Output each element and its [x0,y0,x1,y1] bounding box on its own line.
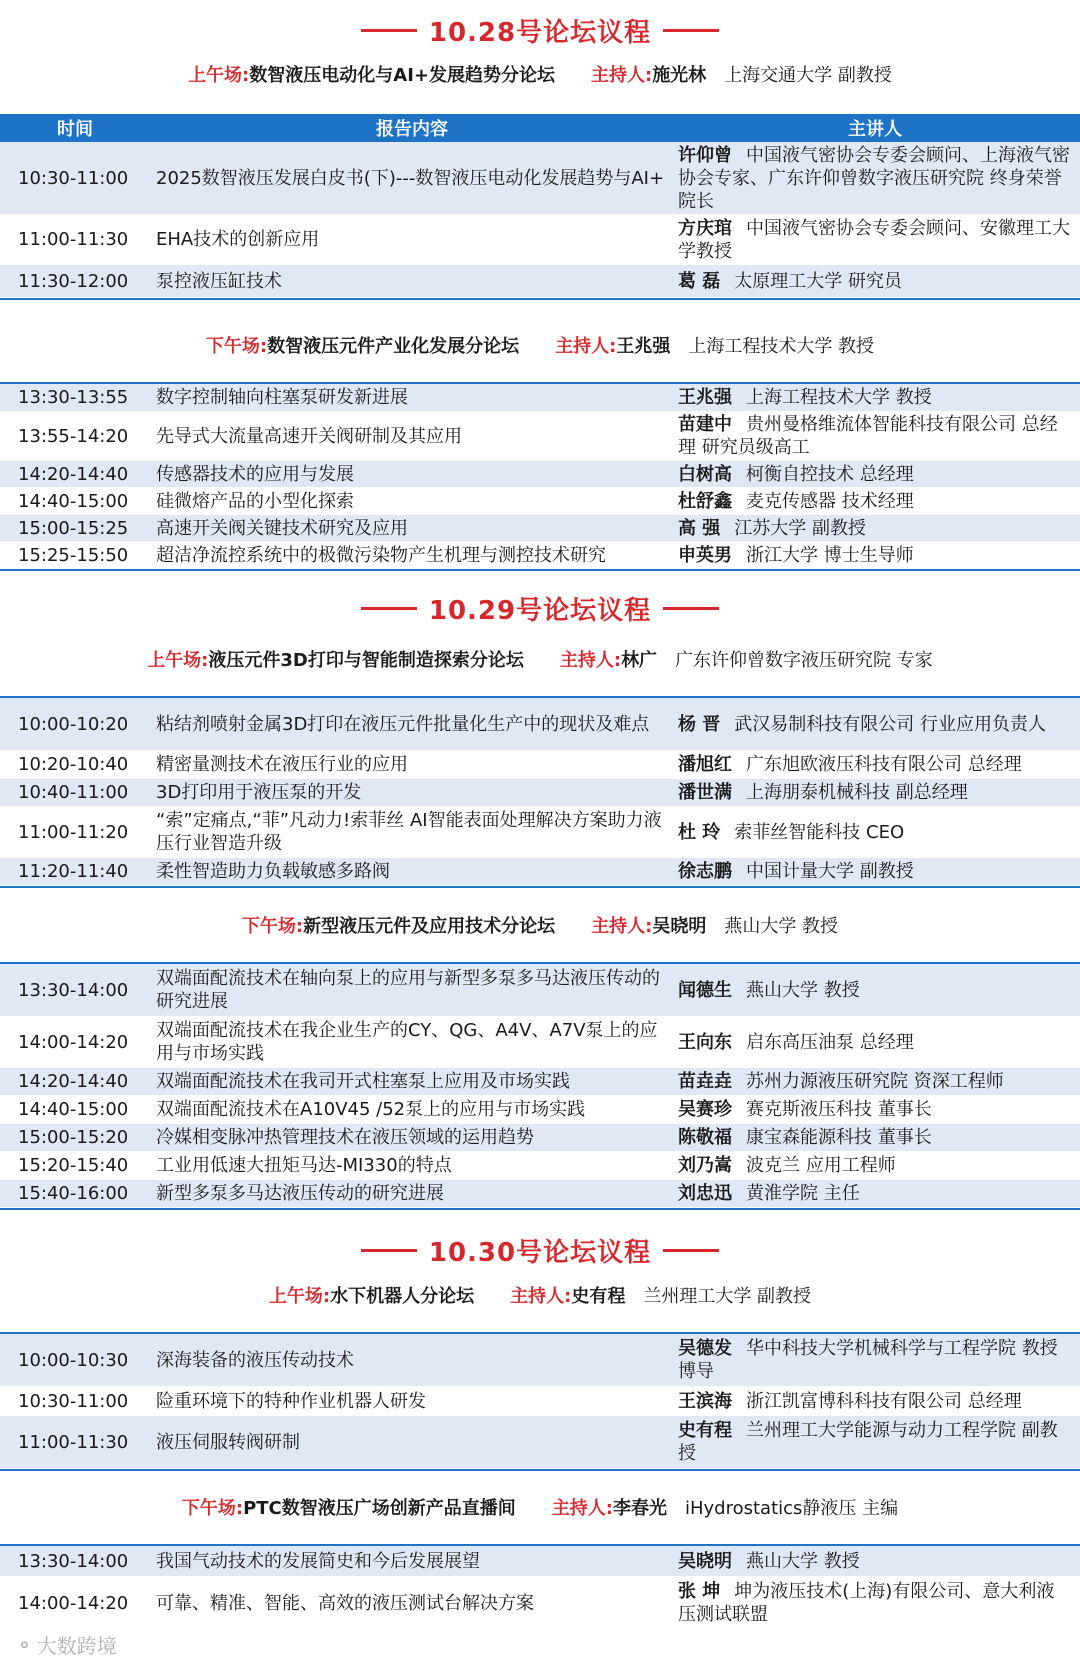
row-time: 15:20-15:40 [18,1155,129,1176]
speaker-name: 吴晓明 [678,1550,732,1572]
row-host [674,1419,1080,1465]
row-time: 11:30-12:00 [18,270,129,292]
session-label: 下午场: [181,1498,244,1519]
row-host [674,1126,1080,1149]
row-host [674,217,1080,263]
speaker-affiliation: 兰州理工大学能源与动力工程学院 副教授 [678,1420,1058,1464]
host-name: 李春光 [612,1498,667,1519]
row-content: EHA技术的创新应用 [156,229,320,250]
row-content: 可靠、精准、智能、高效的液压测试台解决方案 [156,1592,534,1614]
speaker-name: 白树高 [678,463,732,485]
speaker-name: 吴赛珍 [678,1099,732,1120]
session-name: 新型液压元件及应用技术分论坛 [303,916,556,937]
row-content: 精密量测技术在液压行业的应用 [156,754,408,775]
row-time: 14:40-15:00 [18,490,129,512]
row-host [674,753,1080,776]
row-host [674,1337,1080,1383]
row-content: 险重环境下的特种作业机器人研发 [156,1390,426,1412]
speaker-name: 史有程 [678,1420,732,1441]
table-row [0,542,1080,569]
day-title-text: 10.30号论坛议程 [428,1237,652,1268]
table-bottom-rule [0,298,1080,300]
table-bottom-rule [0,1208,1080,1210]
speaker-name: 王兆强 [678,387,732,408]
row-time: 11:00-11:30 [18,1431,129,1453]
speaker-affiliation: 太原理工大学 研究员 [734,270,903,292]
row-content: 新型多泵多马达液压传动的研究进展 [156,1183,444,1204]
speaker-name: 徐志鹏 [678,861,732,882]
row-time: 15:00-15:20 [18,1127,129,1148]
table-row [0,807,1080,858]
speaker-affiliation: 燕山大学 教授 [746,979,860,1001]
row-content: 双端面配流技术在我企业生产的CY、QG、A4V、A7V泵上的应用与市场实践 [156,1020,658,1064]
speaker-name: 杨 晋 [678,713,721,735]
host-name: 施光林 [652,65,707,86]
table-row [0,858,1080,886]
speaker-affiliation: 武汉易制科技有限公司 行业应用负责人 [734,713,1047,735]
table-row [0,1124,1080,1152]
row-content: 工业用低速大扭矩马达-MI330的特点 [156,1155,452,1176]
speaker-affiliation: 苏州力源液压研究院 资深工程师 [746,1071,1004,1092]
speaker-affiliation: 柯衡自控技术 总经理 [746,463,914,485]
row-host [674,270,1080,293]
speaker-name: 申英男 [678,544,732,566]
watermark [16,1630,117,1659]
table-row [0,964,1080,1017]
session-header [0,1492,1080,1522]
table-row [0,515,1080,542]
row-time: 10:00-10:30 [18,1349,129,1371]
session-name: 数智液压元件产业化发展分论坛 [267,336,520,357]
row-host [674,1070,1080,1093]
session-label: 下午场: [241,916,304,937]
row-content: 液压伺服转阀研制 [156,1431,300,1453]
table-row [0,1096,1080,1124]
row-host [674,821,1080,844]
speaker-name: 刘乃嵩 [678,1155,732,1176]
speaker-name: 许仰曾 [678,144,732,166]
row-time: 10:30-11:00 [18,1390,129,1412]
row-time: 14:20-14:40 [18,463,129,485]
table-row [0,461,1080,488]
agenda-table [0,962,1080,1210]
agenda-table [0,114,1080,300]
speaker-affiliation: 上海朋泰机械科技 副总经理 [746,782,968,803]
host-name: 吴晓明 [652,916,707,937]
session-header [0,644,1080,674]
row-host [674,386,1080,409]
table-bottom-rule [0,886,1080,888]
row-time: 13:55-14:20 [18,425,129,447]
speaker-affiliation: 坤为液压技术(上海)有限公司、意大利液压测试联盟 [678,1581,1055,1625]
title-dash-left [361,1249,417,1252]
row-host [674,517,1080,540]
header-content: 报告内容 [376,119,448,140]
row-content: 深海装备的液压传动技术 [156,1349,354,1371]
agenda-table [0,382,1080,571]
host-label: 主持人: [510,1286,572,1307]
session-header [0,1280,1080,1310]
session-name: PTC数智液压广场创新产品直播间 [243,1498,516,1519]
agenda-table [0,1544,1080,1630]
row-host [674,1182,1080,1205]
table-row [0,1068,1080,1096]
host-affiliation: 燕山大学 教授 [724,916,839,937]
speaker-affiliation: 江苏大学 副教授 [734,517,867,539]
day-title-text: 10.29号论坛议程 [428,595,652,626]
session-label: 上午场: [188,65,250,86]
row-time: 14:40-15:00 [18,1099,129,1120]
row-time: 11:20-11:40 [18,861,129,882]
row-time: 11:00-11:20 [18,821,129,843]
header-time: 时间 [57,119,93,140]
title-dash-right [663,1249,719,1252]
speaker-name: 吴德发 [678,1338,732,1359]
row-content: 3D打印用于液压泵的开发 [156,782,362,803]
session-label: 上午场: [268,1286,331,1307]
host-affiliation: iHydrostatics静液压 主编 [684,1498,899,1519]
row-host [674,463,1080,486]
row-time: 15:00-15:25 [18,517,129,539]
row-time: 13:30-14:00 [18,979,129,1001]
speaker-name: 葛 磊 [678,270,721,292]
host-name: 林广 [621,650,658,671]
watermark-text: 大数跨境 [36,1634,117,1658]
row-time: 10:20-10:40 [18,754,129,775]
speaker-affiliation: 浙江大学 博士生导师 [746,544,914,566]
table-row [0,412,1080,461]
session-name: 数智液压电动化与AI+发展趋势分论坛 [249,65,555,86]
session-header [0,59,1080,89]
speaker-affiliation: 上海工程技术大学 教授 [746,387,932,408]
speaker-name: 王向东 [678,1031,732,1053]
speaker-affiliation: 索菲丝智能科技 CEO [734,821,905,843]
row-host [674,979,1080,1002]
row-content: 传感器技术的应用与发展 [156,463,354,485]
title-dash-right [663,607,719,610]
row-time: 14:00-14:20 [18,1592,129,1614]
host-name: 史有程 [571,1286,626,1307]
speaker-name: 高 强 [678,517,721,539]
agenda-table [0,1332,1080,1471]
row-content: 冷媒相变脉冲热管理技术在液压领域的运用趋势 [156,1127,534,1148]
table-row [0,698,1080,751]
row-time: 10:40-11:00 [18,782,129,803]
host-affiliation: 上海工程技术大学 教授 [688,336,875,357]
speaker-affiliation: 麦克传感器 技术经理 [746,490,914,512]
table-row [0,488,1080,515]
row-time: 13:30-13:55 [18,387,129,408]
table-bottom-rule [0,1469,1080,1471]
agenda-table [0,696,1080,888]
speaker-name: 苗垚垚 [678,1071,732,1092]
session-header [0,910,1080,940]
row-host [674,860,1080,883]
session-label: 上午场: [147,650,209,671]
row-content: 柔性智造助力负载敏感多路阀 [156,861,390,882]
speaker-affiliation: 浙江凯富博科科技有限公司 总经理 [746,1390,1022,1412]
row-time: 14:00-14:20 [18,1031,129,1053]
row-host [674,1031,1080,1054]
speaker-affiliation: 赛克斯液压科技 董事长 [746,1099,932,1120]
row-content: 数字控制轴向柱塞泵研发新进展 [156,387,408,408]
row-host [674,1390,1080,1413]
row-host [674,1098,1080,1121]
host-affiliation: 上海交通大学 副教授 [724,65,892,86]
header-host: 主讲人 [848,119,902,140]
row-host [674,1550,1080,1573]
host-name: 王兆强 [616,336,671,357]
day-title-text: 10.28号论坛议程 [428,17,652,48]
session-header [0,330,1080,360]
speaker-name: 闻德生 [678,979,732,1001]
day-title [0,586,1080,630]
row-host [674,781,1080,804]
title-dash-left [361,607,417,610]
host-affiliation: 广东许仰曾数字液压研究院 专家 [675,650,933,671]
speaker-affiliation: 华中科技大学机械科学与工程学院 教授博导 [678,1338,1058,1382]
title-dash-right [663,29,719,32]
row-content: 我国气动技术的发展简史和今后发展展望 [156,1550,480,1572]
row-content: 高速开关阀关键技术研究及应用 [156,517,408,539]
speaker-affiliation: 贵州曼格维流体智能科技有限公司 总经理 研究员级高工 [678,414,1058,458]
table-row [0,1387,1080,1416]
host-label: 主持人: [551,1498,613,1519]
row-host [674,413,1080,459]
host-label: 主持人: [590,65,653,86]
host-label: 主持人: [559,650,622,671]
speaker-affiliation: 燕山大学 教授 [746,1550,860,1572]
table-row [0,779,1080,807]
session-name: 液压元件3D打印与智能制造探索分论坛 [208,650,524,671]
row-content: 超洁净流控系统中的极微污染物产生机理与测控技术研究 [156,544,606,566]
host-label: 主持人: [591,916,653,937]
row-time: 11:00-11:30 [18,229,129,250]
row-time: 15:25-15:50 [18,544,129,566]
speaker-affiliation: 康宝森能源科技 董事长 [746,1127,932,1148]
row-content: “索”定痛点,“菲”凡动力!索菲丝 AI智能表面处理解决方案助力液压行业智造升级 [156,810,662,854]
table-row [0,1577,1080,1630]
speaker-affiliation: 广东旭欧液压科技有限公司 总经理 [746,754,1022,775]
row-host [674,1154,1080,1177]
table-row [0,142,1080,215]
row-time: 13:30-14:00 [18,1550,129,1572]
table-row [0,1416,1080,1469]
speaker-affiliation: 启东高压油泵 总经理 [746,1031,914,1053]
row-content: 粘结剂喷射金属3D打印在液压元件批量化生产中的现状及难点 [156,713,650,735]
title-dash-left [361,29,417,32]
table-row [0,1334,1080,1387]
session-label: 下午场: [205,336,268,357]
row-content: 泵控液压缸技术 [156,270,282,292]
row-content: 双端面配流技术在A10V45 /52泵上的应用与市场实践 [156,1099,586,1120]
speaker-name: 刘忠迅 [678,1183,732,1204]
row-host [674,490,1080,513]
row-time: 14:20-14:40 [18,1071,129,1092]
session-name: 水下机器人分论坛 [330,1286,475,1307]
speaker-name: 杜 玲 [678,821,721,843]
table-row [0,751,1080,779]
table-row [0,1180,1080,1208]
speaker-affiliation: 中国液气密协会专委会顾问、安徽理工大学教授 [678,217,1070,262]
watermark-logo-icon: ⚬ [16,1632,33,1657]
row-content: 先导式大流量高速开关阀研制及其应用 [156,425,462,447]
speaker-name: 张 坤 [678,1581,721,1602]
row-content: 2025数智液压发展白皮书(下)---数智液压电动化发展趋势与AI+ [156,167,665,189]
row-content: 硅微熔产品的小型化探索 [156,490,354,512]
row-content: 双端面配流技术在我司开式柱塞泵上应用及市场实践 [156,1071,570,1092]
speaker-name: 方庆琯 [678,217,732,239]
host-affiliation: 兰州理工大学 副教授 [643,1286,812,1307]
day-title [0,8,1080,52]
row-host [674,144,1080,213]
table-row [0,1546,1080,1577]
table-row [0,215,1080,265]
speaker-affiliation: 中国计量大学 副教授 [746,861,914,882]
speaker-affiliation: 黄淮学院 主任 [746,1183,860,1204]
table-bottom-rule [0,569,1080,571]
table-row [0,384,1080,412]
speaker-name: 王滨海 [678,1390,732,1412]
table-row [0,1152,1080,1180]
speaker-name: 杜舒鑫 [678,490,732,512]
table-row [0,265,1080,298]
row-host [674,544,1080,567]
row-time: 10:00-10:20 [18,713,129,735]
speaker-name: 潘旭红 [678,754,732,775]
host-label: 主持人: [555,336,617,357]
table-header [0,114,1080,142]
speaker-name: 陈敬福 [678,1127,732,1148]
row-content: 双端面配流技术在轴向泵上的应用与新型多泵多马达液压传动的研究进展 [156,968,660,1012]
row-host [674,1580,1080,1626]
speaker-name: 潘世满 [678,782,732,803]
day-title [0,1228,1080,1272]
table-row [0,1017,1080,1068]
row-time: 10:30-11:00 [18,167,129,189]
speaker-affiliation: 波克兰 应用工程师 [746,1155,896,1176]
speaker-affiliation: 中国液气密协会专委会顾问、上海液气密协会专家、广东许仰曾数字液压研究院 终身荣誉院长 [678,144,1070,212]
row-time: 15:40-16:00 [18,1183,129,1204]
speaker-name: 苗建中 [678,414,732,435]
row-host [674,713,1080,736]
